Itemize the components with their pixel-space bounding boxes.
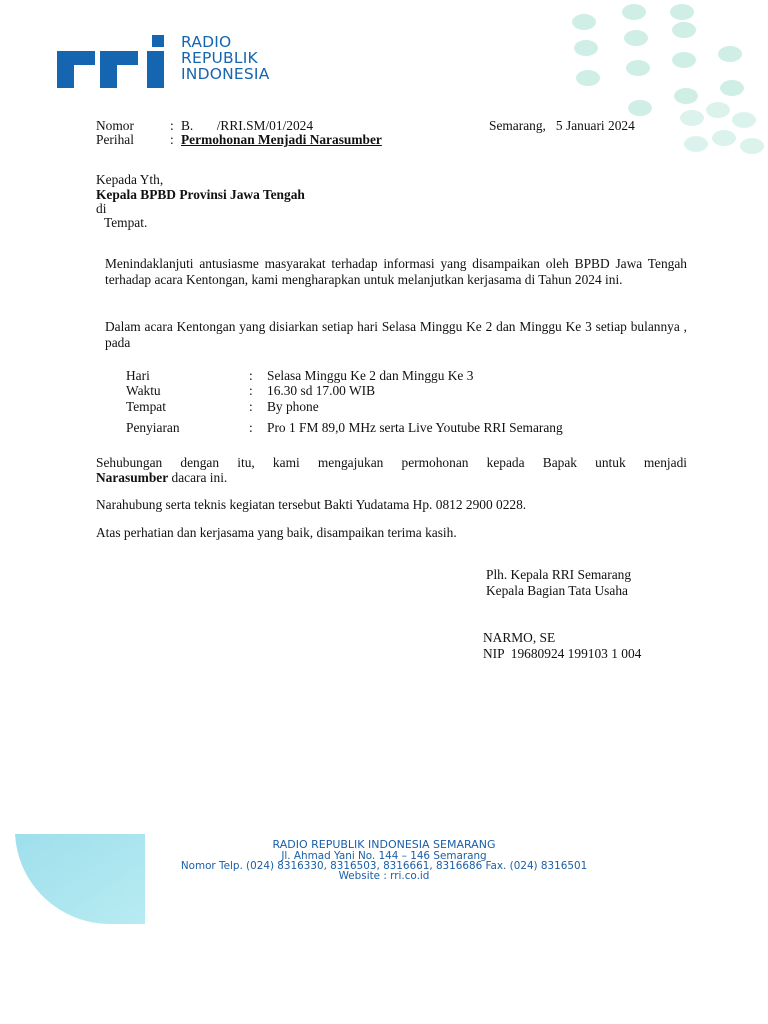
paragraph-contact: Narahubung serta teknis kegiatan tersebut Bakti Yudatama Hp. 0812 2900 0228.	[96, 497, 527, 512]
place-date: Semarang, 5 Januari 2024	[489, 118, 635, 133]
schedule-value-hari: Selasa Minggu Ke 2 dan Minggu Ke 3	[267, 368, 474, 383]
schedule-sep: :	[249, 420, 253, 435]
organization-name	[181, 34, 270, 82]
narasumber-emphasis: Narasumber	[96, 470, 169, 485]
signature-role-2: Kepala Bagian Tata Usaha	[486, 583, 628, 598]
perihal-separator: :	[170, 132, 174, 147]
org-line-2: REPUBLIK	[181, 49, 258, 67]
footer-address: Jl. Ahmad Yani No. 144 – 146 Semarang	[281, 850, 487, 862]
schedule-label-waktu: Waktu	[126, 383, 161, 398]
org-line-3: INDONESIA	[181, 65, 270, 83]
schedule-value-penyiaran: Pro 1 FM 89,0 MHz serta Live Youtube RRI Semarang	[267, 420, 563, 435]
nomor-label: Nomor	[96, 118, 134, 133]
paragraph-intro: Menindaklanjuti antusiasme masyarakat terhadap informasi yang disampaikan oleh BPBD Jawa Tengah terhadap acara Kentongan, kami mengharapkan untuk melanjutkan kerjasama di Tahun 2024 ini.	[105, 256, 687, 288]
recipient-greeting: Kepada Yth,	[96, 172, 164, 187]
org-line-1: RADIO	[181, 33, 232, 51]
nomor-value: B. /RRI.SM/01/2024	[181, 118, 314, 133]
paragraph-request-line2	[96, 470, 227, 486]
signature-role-1: Plh. Kepala RRI Semarang	[486, 567, 632, 582]
schedule-value-tempat: By phone	[267, 399, 319, 414]
footer-website: Website : rri.co.id	[338, 870, 430, 882]
footer-org: RADIO REPUBLIK INDONESIA SEMARANG	[272, 838, 496, 851]
footer-phone: Nomor Telp. (024) 8316330, 8316503, 8316661, 8316686 Fax. (024) 8316501	[180, 860, 588, 872]
nomor-separator: :	[170, 118, 174, 133]
signatory-name: NARMO, SE	[483, 630, 556, 645]
schedule-sep: :	[249, 383, 253, 398]
recipient-di: di	[96, 201, 107, 216]
recipient-place: Tempat.	[104, 215, 148, 230]
paragraph-request-rest: dacara ini.	[168, 470, 228, 485]
perihal-value: Permohonan Menjadi Narasumber	[181, 132, 382, 147]
paragraph-program: Dalam acara Kentongan yang disiarkan setiap hari Selasa Minggu Ke 2 dan Minggu Ke 3 setiap bulannya , pada	[105, 319, 687, 351]
signatory-nip: NIP 19680924 199103 1 004	[483, 646, 642, 661]
paragraph-closing: Atas perhatian dan kerjasama yang baik, disampaikan terima kasih.	[96, 525, 457, 540]
schedule-value-waktu: 16.30 sd 17.00 WIB	[267, 383, 375, 398]
recipient-title: Kepala BPBD Provinsi Jawa Tengah	[96, 187, 305, 202]
paragraph-request-line1: Sehubungan dengan itu, kami mengajukan permohonan kepada Bapak untuk menjadi	[96, 455, 687, 470]
schedule-label-penyiaran: Penyiaran	[126, 420, 180, 435]
schedule-label-hari: Hari	[126, 368, 150, 383]
perihal-label: Perihal	[96, 132, 134, 147]
schedule-sep: :	[249, 368, 253, 383]
schedule-sep: :	[249, 399, 253, 414]
schedule-label-tempat: Tempat	[126, 399, 166, 414]
